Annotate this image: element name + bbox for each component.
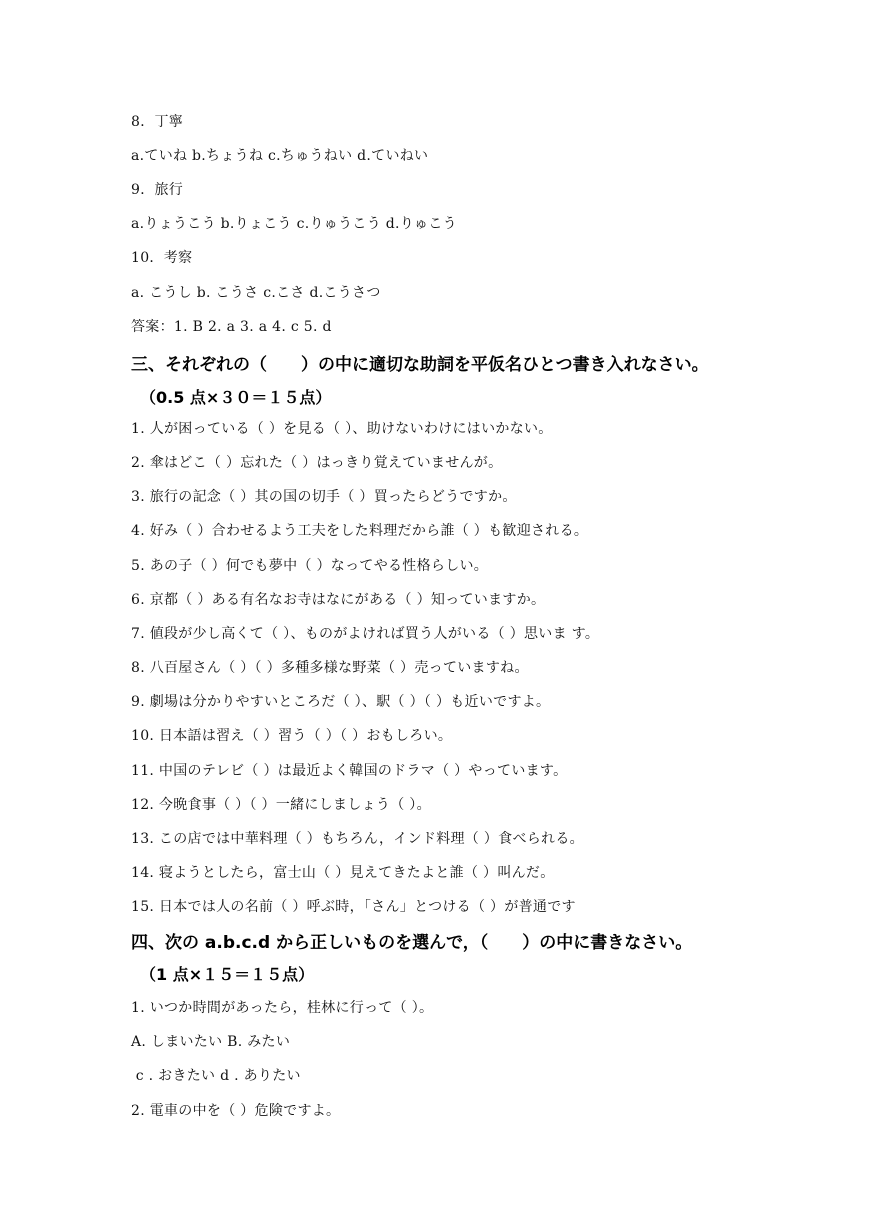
section-3-item-3: 3. 旅行の記念（ ）其の国の切手（ ）買ったらどうですか。 [131,489,517,505]
section-3-heading: 三、それぞれの（ ）の中に適切な助詞を平仮名ひとつ書き入れなさい。 [131,355,709,375]
section-4-points: （1 点×１５＝１５点） [140,965,315,984]
section-3-item-9: 9. 劇場は分かりやすいところだ（ ）、駅（ ）（ ）も近いですよ。 [131,694,551,710]
section-3-item-5: 5. あの子（ ）何でも夢中（ ）なってやる性格らしい。 [131,558,489,574]
section-3-item-6: 6. 京都（ ）ある有名なお寺はなにがある（ ）知っていますか。 [131,592,546,608]
section-3-item-14: 14. 寝ようとしたら，富士山（ ）見えてきたよと誰（ ）叫んだ。 [131,865,555,881]
question-8-word: 8．丁寧 [131,114,184,130]
section-4-question-2: 2. 電車の中を（ ）危険ですよ。 [131,1103,341,1119]
section-3-item-2: 2. 傘はどこ（ ）忘れた（ ）はっきり覚えていませんが。 [131,455,503,471]
question-9-word: 9．旅行 [131,182,184,198]
section-3-item-13: 13. この店では中華料理（ ）もちろん，インド料理（ ）食べられる。 [131,831,584,847]
question-10-word: 10．考察 [131,250,193,266]
question-8-options: a.ていね b.ちょうね c.ちゅうねい d.ていねい [131,148,429,164]
section-3-item-7: 7. 値段が少し高くて（ ）、ものがよければ買う人がいる（ ）思いま す。 [131,626,600,642]
section-3-item-11: 11. 中国のテレビ（ ）は最近よく韓国のドラマ（ ）やっています。 [131,763,568,779]
section-4-question-1-options-ab: A. しまいたい B. みたい [131,1034,291,1050]
section-4-heading: 四、次の a.b.c.d から正しいものを選んで，（ ）の中に書きなさい。 [131,933,693,953]
section-3-item-4: 4. 好み（ ）合わせるよう工夫をした料理だから誰（ ）も歓迎される。 [131,523,589,539]
section-3-item-8: 8. 八百屋さん（ ）（ ）多種多様な野菜（ ）売っていますね。 [131,660,529,676]
question-9-options: a.りょうこう b.りょこう c.りゅうこう d.りゅこう [131,216,457,232]
section-4-question-1: 1. いつか時間があったら，桂林に行って（ ）。 [131,1000,434,1016]
section-3-points: （0.5 点×３０＝１５点） [140,388,332,407]
question-10-options: a. こうし b. こうさ c.こさ d.こうさつ [131,285,381,301]
section-3-item-10: 10. 日本語は習え（ ）習う（ ）（ ）おもしろい。 [131,728,453,744]
section-3-item-12: 12. 今晩食事（ ）（ ）一緒にしましょう（ ）。 [131,797,431,813]
answer-key: 答案：1. B 2. a 3. a 4. c 5. d [131,319,332,335]
section-3-item-15: 15. 日本では人の名前（ ）呼ぶ時，「さん」とつける（ ）が普通です [131,899,576,915]
section-4-question-1-options-cd: c . おきたい d . ありたい [131,1068,301,1084]
section-3-item-1: 1. 人が困っている（ ）を見る（ ）、助けないわけにはいかない。 [131,421,553,437]
